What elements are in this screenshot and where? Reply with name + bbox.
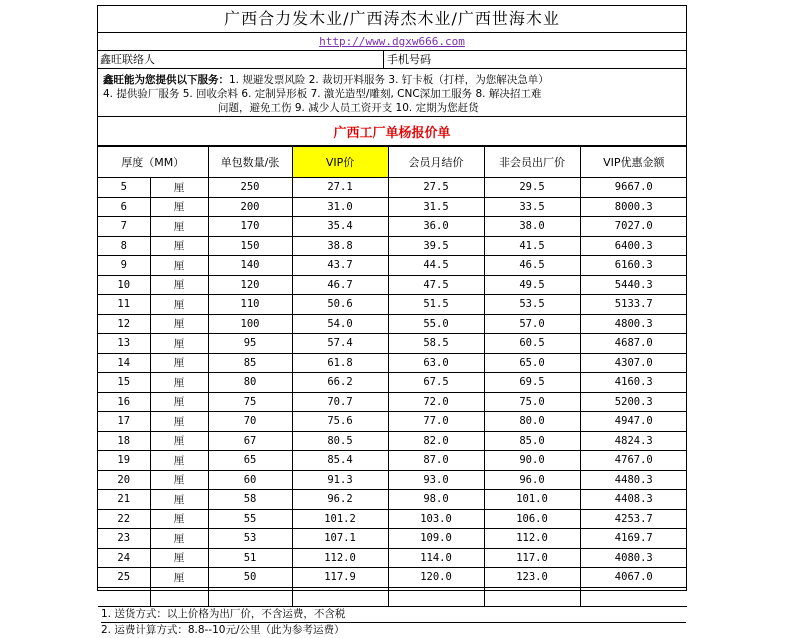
qty-cell: 75 [208, 392, 292, 412]
table-body [98, 178, 687, 607]
vip-price-cell: 70.7 [292, 392, 388, 412]
header-vip-discount: VIP优惠金额 [580, 147, 687, 178]
empty-cell [484, 587, 580, 607]
vip-price-cell: 43.7 [292, 256, 388, 276]
table-row [98, 490, 687, 510]
table-row [98, 295, 687, 315]
services-text-1: 1. 规避发票风险 2. 裁切开料服务 3. 钉卡板（打样，为您解决急单） [229, 74, 549, 86]
website-link[interactable]: http://www.dgxw666.com [319, 35, 465, 48]
unit-cell: 厘 [150, 509, 208, 529]
qty-cell: 65 [208, 451, 292, 471]
contact-name: 鑫旺联络人 [98, 51, 384, 68]
services-line-2: 4. 提供验厂服务 5. 回收余料 6. 定制异形板 7. 激光造型/雕刻, CNC深加工服务 8. 解决招工难 [103, 88, 542, 100]
header-thickness: 厚度（MM） [98, 147, 208, 178]
table-row [98, 529, 687, 549]
table-row [98, 431, 687, 451]
qty-cell: 80 [208, 373, 292, 393]
table-header-row [98, 147, 687, 178]
vip-discount-cell: 4169.7 [580, 529, 687, 549]
phone-label: 手机号码 [387, 53, 431, 66]
vip-discount-cell: 4067.0 [580, 568, 687, 588]
vip-price-cell: 38.8 [292, 236, 388, 256]
note-1: 1. 送货方式：以上价格为出厂价，不含运费，不含税 [101, 607, 686, 623]
vip-discount-cell: 4307.0 [580, 353, 687, 373]
thickness-cell: 17 [98, 412, 150, 432]
thickness-cell: 16 [98, 392, 150, 412]
empty-cell [388, 587, 484, 607]
vip-price-cell: 75.6 [292, 412, 388, 432]
member-price-cell: 120.0 [388, 568, 484, 588]
vip-price-cell: 96.2 [292, 490, 388, 510]
unit-cell: 厘 [150, 412, 208, 432]
member-price-cell: 55.0 [388, 314, 484, 334]
member-price-cell: 39.5 [388, 236, 484, 256]
nonmember-price-cell: 41.5 [484, 236, 580, 256]
vip-price-cell: 101.2 [292, 509, 388, 529]
vip-discount-cell: 7027.0 [580, 217, 687, 237]
thickness-cell: 5 [98, 178, 150, 198]
services-line-1 [103, 73, 682, 87]
table-row [98, 178, 687, 198]
qty-cell: 67 [208, 431, 292, 451]
vip-price-cell: 31.0 [292, 197, 388, 217]
member-price-cell: 36.0 [388, 217, 484, 237]
thickness-cell: 8 [98, 236, 150, 256]
vip-price-cell: 57.4 [292, 334, 388, 354]
table-row [98, 509, 687, 529]
unit-cell: 厘 [150, 295, 208, 315]
table-row [98, 373, 687, 393]
vip-price-cell: 54.0 [292, 314, 388, 334]
unit-cell: 厘 [150, 451, 208, 471]
table-row [98, 451, 687, 471]
qty-cell: 55 [208, 509, 292, 529]
website-url [98, 33, 686, 51]
table-row [98, 314, 687, 334]
table-row [98, 236, 687, 256]
nonmember-price-cell: 101.0 [484, 490, 580, 510]
qty-cell: 120 [208, 275, 292, 295]
vip-price-cell: 27.1 [292, 178, 388, 198]
qty-cell: 58 [208, 490, 292, 510]
thickness-cell: 6 [98, 197, 150, 217]
vip-discount-cell: 4824.3 [580, 431, 687, 451]
vip-discount-cell: 6400.3 [580, 236, 687, 256]
vip-price-cell: 80.5 [292, 431, 388, 451]
unit-cell: 厘 [150, 314, 208, 334]
unit-cell: 厘 [150, 217, 208, 237]
table-row [98, 256, 687, 276]
nonmember-price-cell: 29.5 [484, 178, 580, 198]
table-row [98, 217, 687, 237]
member-price-cell: 87.0 [388, 451, 484, 471]
table-row [98, 392, 687, 412]
unit-cell: 厘 [150, 548, 208, 568]
vip-price-cell: 61.8 [292, 353, 388, 373]
thickness-cell: 13 [98, 334, 150, 354]
thickness-cell: 24 [98, 548, 150, 568]
qty-cell: 100 [208, 314, 292, 334]
nonmember-price-cell: 90.0 [484, 451, 580, 471]
table-row [98, 353, 687, 373]
thickness-cell: 15 [98, 373, 150, 393]
header-qty: 单包数量/张 [208, 147, 292, 178]
nonmember-price-cell: 49.5 [484, 275, 580, 295]
vip-price-cell: 50.6 [292, 295, 388, 315]
unit-cell: 厘 [150, 334, 208, 354]
nonmember-price-cell: 38.0 [484, 217, 580, 237]
table-row [98, 275, 687, 295]
note-2: 2. 运费计算方式：8.8--10元/公里（此为参考运费） [101, 624, 345, 636]
qty-cell: 70 [208, 412, 292, 432]
unit-cell: 厘 [150, 236, 208, 256]
thickness-cell: 10 [98, 275, 150, 295]
thickness-cell: 14 [98, 353, 150, 373]
nonmember-price-cell: 123.0 [484, 568, 580, 588]
nonmember-price-cell: 106.0 [484, 509, 580, 529]
vip-discount-cell: 4480.3 [580, 470, 687, 490]
vip-discount-cell: 4767.0 [580, 451, 687, 471]
vip-price-cell: 91.3 [292, 470, 388, 490]
thickness-cell: 11 [98, 295, 150, 315]
header-vip-price: VIP价 [292, 147, 388, 178]
member-price-cell: 44.5 [388, 256, 484, 276]
thickness-cell: 22 [98, 509, 150, 529]
qty-cell: 150 [208, 236, 292, 256]
thickness-cell: 12 [98, 314, 150, 334]
nonmember-price-cell: 75.0 [484, 392, 580, 412]
vip-price-cell: 117.9 [292, 568, 388, 588]
thickness-cell: 7 [98, 217, 150, 237]
qty-cell: 53 [208, 529, 292, 549]
nonmember-price-cell: 60.5 [484, 334, 580, 354]
member-price-cell: 77.0 [388, 412, 484, 432]
table-row [98, 412, 687, 432]
qty-cell: 200 [208, 197, 292, 217]
vip-discount-cell: 9667.0 [580, 178, 687, 198]
page-title: 广西合力发木业/广西涛杰木业/广西世海木业 [98, 6, 686, 33]
vip-discount-cell: 8000.3 [580, 197, 687, 217]
qty-cell: 50 [208, 568, 292, 588]
member-price-cell: 114.0 [388, 548, 484, 568]
qty-cell: 85 [208, 353, 292, 373]
vip-discount-cell: 4253.7 [580, 509, 687, 529]
member-price-cell: 72.0 [388, 392, 484, 412]
qty-cell: 170 [208, 217, 292, 237]
empty-row [98, 587, 687, 607]
vip-price-cell: 46.7 [292, 275, 388, 295]
member-price-cell: 47.5 [388, 275, 484, 295]
header-nonmember-price: 非会员出厂价 [484, 147, 580, 178]
unit-cell: 厘 [150, 197, 208, 217]
empty-cell [580, 587, 687, 607]
member-price-cell: 98.0 [388, 490, 484, 510]
vip-price-cell: 35.4 [292, 217, 388, 237]
empty-cell [150, 587, 208, 607]
nonmember-price-cell: 65.0 [484, 353, 580, 373]
qty-cell: 60 [208, 470, 292, 490]
nonmember-price-cell: 69.5 [484, 373, 580, 393]
member-price-cell: 109.0 [388, 529, 484, 549]
table-row [98, 334, 687, 354]
thickness-cell: 18 [98, 431, 150, 451]
member-price-cell: 103.0 [388, 509, 484, 529]
empty-cell [292, 587, 388, 607]
vip-discount-cell: 4800.3 [580, 314, 687, 334]
vip-discount-cell: 4160.3 [580, 373, 687, 393]
header-member-price: 会员月结价 [388, 147, 484, 178]
price-sheet [97, 5, 687, 636]
member-price-cell: 31.5 [388, 197, 484, 217]
contact-row [98, 51, 686, 69]
member-price-cell: 82.0 [388, 431, 484, 451]
vip-price-cell: 112.0 [292, 548, 388, 568]
table-row [98, 197, 687, 217]
nonmember-price-cell: 80.0 [484, 412, 580, 432]
thickness-cell: 19 [98, 451, 150, 471]
nonmember-price-cell: 53.5 [484, 295, 580, 315]
qty-cell: 250 [208, 178, 292, 198]
thickness-cell: 25 [98, 568, 150, 588]
price-table [98, 146, 687, 607]
unit-cell: 厘 [150, 392, 208, 412]
services-block [98, 69, 686, 117]
thickness-cell: 9 [98, 256, 150, 276]
unit-cell: 厘 [150, 470, 208, 490]
thickness-cell: 23 [98, 529, 150, 549]
unit-cell: 厘 [150, 275, 208, 295]
unit-cell: 厘 [150, 256, 208, 276]
qty-cell: 110 [208, 295, 292, 315]
vip-discount-cell: 4080.3 [580, 548, 687, 568]
table-subtitle: 广西工厂单杨报价单 [98, 123, 686, 146]
unit-cell: 厘 [150, 353, 208, 373]
qty-cell: 140 [208, 256, 292, 276]
vip-price-cell: 85.4 [292, 451, 388, 471]
vip-discount-cell: 4687.0 [580, 334, 687, 354]
member-price-cell: 67.5 [388, 373, 484, 393]
table-row [98, 548, 687, 568]
empty-cell [208, 587, 292, 607]
vip-discount-cell: 5133.7 [580, 295, 687, 315]
qty-cell: 51 [208, 548, 292, 568]
qty-cell: 95 [208, 334, 292, 354]
vip-price-cell: 66.2 [292, 373, 388, 393]
vip-discount-cell: 4408.3 [580, 490, 687, 510]
vip-discount-cell: 6160.3 [580, 256, 687, 276]
empty-cell [98, 587, 150, 607]
unit-cell: 厘 [150, 178, 208, 198]
unit-cell: 厘 [150, 431, 208, 451]
nonmember-price-cell: 112.0 [484, 529, 580, 549]
vip-price-cell: 107.1 [292, 529, 388, 549]
nonmember-price-cell: 46.5 [484, 256, 580, 276]
thickness-cell: 20 [98, 470, 150, 490]
member-price-cell: 58.5 [388, 334, 484, 354]
unit-cell: 厘 [150, 490, 208, 510]
nonmember-price-cell: 117.0 [484, 548, 580, 568]
member-price-cell: 27.5 [388, 178, 484, 198]
nonmember-price-cell: 57.0 [484, 314, 580, 334]
member-price-cell: 93.0 [388, 470, 484, 490]
member-price-cell: 63.0 [388, 353, 484, 373]
thickness-cell: 21 [98, 490, 150, 510]
nonmember-price-cell: 85.0 [484, 431, 580, 451]
unit-cell: 厘 [150, 529, 208, 549]
services-lead: 鑫旺能为您提供以下服务： [103, 74, 229, 86]
member-price-cell: 51.5 [388, 295, 484, 315]
vip-discount-cell: 5440.3 [580, 275, 687, 295]
nonmember-price-cell: 96.0 [484, 470, 580, 490]
table-row [98, 470, 687, 490]
vip-discount-cell: 5200.3 [580, 392, 687, 412]
table-row [98, 568, 687, 588]
nonmember-price-cell: 33.5 [484, 197, 580, 217]
unit-cell: 厘 [150, 373, 208, 393]
vip-discount-cell: 4947.0 [580, 412, 687, 432]
services-line-3: 问题，避免工伤 9. 减少人员工资开支 10. 定期为您赶货 [218, 102, 479, 114]
notes-block [98, 607, 686, 638]
unit-cell: 厘 [150, 568, 208, 588]
